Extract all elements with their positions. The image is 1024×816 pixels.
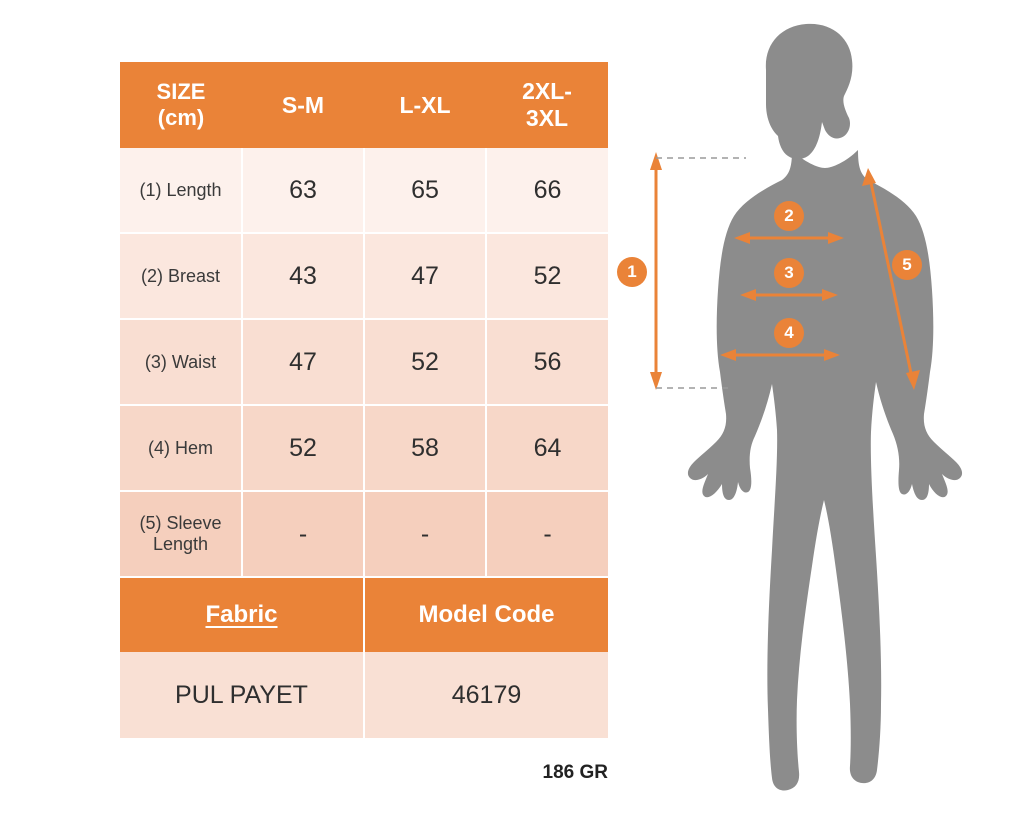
badge-5-sleeve-length: 5 — [892, 250, 922, 280]
figure-svg — [616, 10, 1016, 806]
table-row — [120, 405, 608, 491]
row-label-waist: (3) Waist — [120, 319, 242, 405]
badge-1-length: 1 — [617, 257, 647, 287]
table-body — [120, 148, 608, 738]
cell-length-l-xl: 65 — [364, 148, 486, 233]
badge-3-waist: 3 — [774, 258, 804, 288]
table-footer-header-row — [120, 577, 608, 652]
column-header-size-line2: (cm) — [157, 105, 205, 130]
cell-breast-2xl-3xl: 52 — [486, 233, 608, 319]
size-chart-table — [120, 62, 608, 738]
table-row — [120, 319, 608, 405]
table-header-row — [120, 62, 608, 148]
cell-waist-l-xl: 52 — [364, 319, 486, 405]
row-label-length: (1) Length — [120, 148, 242, 233]
column-header-2xl-3xl-line1: 2XL- — [522, 78, 572, 104]
cell-hem-s-m: 52 — [242, 405, 364, 491]
column-header-size — [120, 62, 242, 148]
table-row — [120, 491, 608, 577]
row-label-sleeve-length — [120, 491, 242, 577]
badge-4-hem: 4 — [774, 318, 804, 348]
row-label-sleeve-length-line2: Length — [152, 534, 209, 554]
measure-1-length-arrow — [650, 152, 662, 390]
table-row — [120, 233, 608, 319]
row-label-sleeve-length-line1: (5) Sleeve — [139, 513, 222, 533]
female-body-silhouette-icon — [688, 24, 962, 791]
cell-waist-2xl-3xl: 56 — [486, 319, 608, 405]
table-row — [120, 148, 608, 233]
column-header-s-m: S-M — [242, 62, 364, 148]
table-footer-value-row — [120, 652, 608, 738]
column-header-2xl-3xl-line2: 3XL — [525, 105, 569, 131]
cell-hem-2xl-3xl: 64 — [486, 405, 608, 491]
cell-length-2xl-3xl: 66 — [486, 148, 608, 233]
weight-note: 186 GR — [542, 762, 608, 783]
cell-sleeve-s-m: - — [242, 491, 364, 577]
column-header-l-xl: L-XL — [364, 62, 486, 148]
cell-breast-l-xl: 47 — [364, 233, 486, 319]
footer-header-fabric — [120, 577, 364, 652]
footer-value-fabric: PUL PAYET — [120, 652, 364, 738]
cell-hem-l-xl: 58 — [364, 405, 486, 491]
cell-sleeve-l-xl: - — [364, 491, 486, 577]
footer-header-fabric-label: Fabric — [205, 601, 278, 628]
column-header-2xl-3xl — [486, 62, 608, 148]
cell-sleeve-2xl-3xl: - — [486, 491, 608, 577]
cell-waist-s-m: 47 — [242, 319, 364, 405]
column-header-size-line1: SIZE — [156, 79, 206, 104]
table-header — [120, 62, 608, 148]
footer-value-model-code: 46179 — [364, 652, 608, 738]
row-label-hem: (4) Hem — [120, 405, 242, 491]
footer-header-model-code: Model Code — [364, 577, 608, 652]
measurement-figure — [616, 10, 1016, 806]
row-label-breast: (2) Breast — [120, 233, 242, 319]
badge-2-breast: 2 — [774, 201, 804, 231]
cell-length-s-m: 63 — [242, 148, 364, 233]
cell-breast-s-m: 43 — [242, 233, 364, 319]
